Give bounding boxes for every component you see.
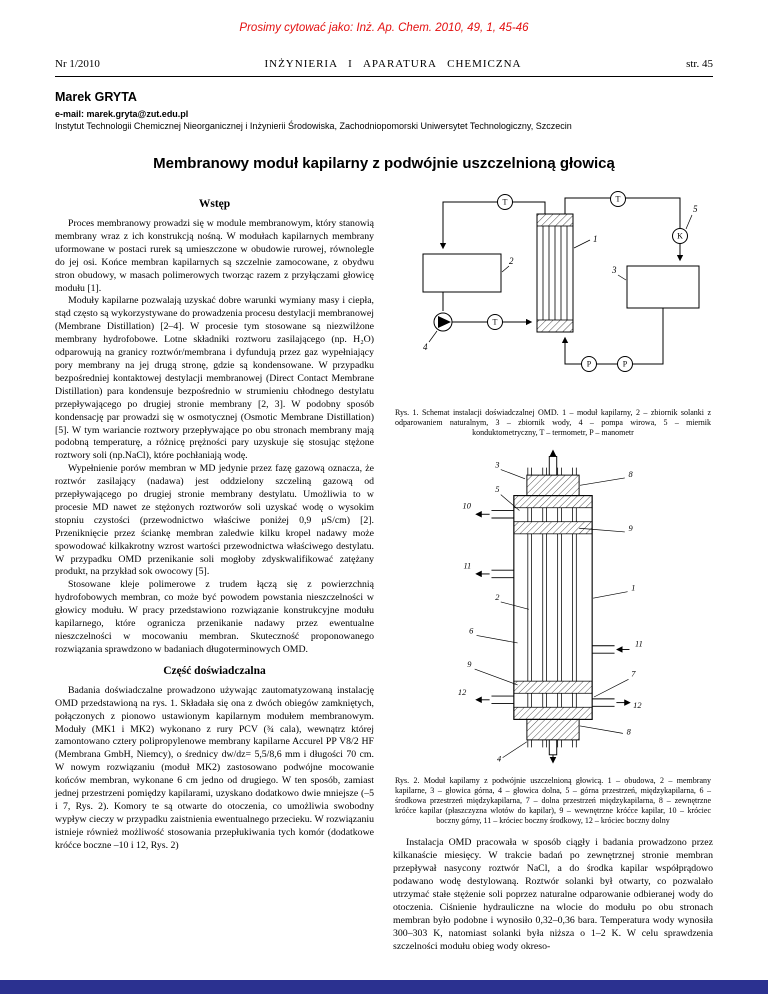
section-heading-intro: Wstęp [198, 198, 231, 210]
thermometer-symbol [488, 315, 503, 330]
figure-2-caption: Rys. 2. Moduł kapilarny z podwójnie uszczelnioną głowicą. 1 – obudowa, 2 – membrany kapilarne, 3 – głowica górna, 4 – głowica dolna, 5 – górna przestrzeń, międzykapilarna, 6 – środkowa przestrzeń międzykapilarna, 7 – dolna przestrzeń międzykapilarna, 8 – zewnętrzne króćce kapilar (płaszczyzna wlotów do kapilar), 9 – wewnętrzne króćce kapilar, 10 – króciec boczny górny, 11 – króciec boczny środkowy, 12 – króciec boczny dolny [395, 776, 711, 825]
svg-text:T: T [492, 317, 498, 327]
citation-note: Prosimy cytować jako: Inż. Ap. Chem. 2010, 49, 1, 45-46 [239, 22, 529, 34]
fig2-label-4: 4 [497, 754, 502, 764]
fig1-label-1: 1 [593, 234, 598, 244]
fig2-label-9: 9 [628, 524, 633, 534]
fig2-label-11: 11 [463, 561, 472, 571]
fig2-label-10: 10 [462, 502, 471, 512]
journal-name: INŻYNIERIA I APARATURA CHEMICZNA [264, 58, 522, 70]
thermometer-symbol [498, 195, 513, 210]
fig2-label-6: 6 [469, 626, 474, 636]
svg-text:K: K [677, 231, 683, 241]
fig2-label-3: 3 [495, 461, 500, 471]
fig2-label-5: 5 [495, 485, 500, 495]
fig1-label-3: 3 [612, 265, 617, 275]
experimental-paragraph-1: Badania doświadczalne prowadzono używając zautomatyzowaną instalację OMD przedstawioną na rys. 1. Składała się ona z dwóch obiegów zamkniętych, połączonych z pionowo ustawionym kapilarnym modułem membranowym. Moduły (MK1 i MK2) wykonano z rury PCV (¾ cala), wewnątrz której zamontowano cztery polipropylenowe membrany kapilarne Accurel PP V8/2 HF (Membrana GmbH, Niemcy), o średnicy dw/dz= 5,5/8,6 mm i długości 70 cm. W nowym rozwiązaniu (moduł MK2) zastosowano podwójne mocowanie końców membran, wykonane 6 cm jedno od drugiego. W ten sposób, zamiast jednej przestrzeni pomiędzy kapilarami, uzyskano dodatkowo dwie mniejsze (–5 i 7, Rys. 2). Komory te są otwarte do otoczenia, co umożliwia swobodny wypływ cieczy w przypadku zaistnienia ewentualnego przecieku. W rozwiązaniu istnieje również możliwość stosowania przepłukiwania tych komór (dodatkowe króćce boczne –10 i 12, Rys. 2) [55, 684, 374, 851]
fig1-label-5: 5 [693, 204, 698, 214]
intro-paragraph-4: Stosowane kleje polimerowe z trudem łączą się z powierzchnią hydrofobowych membran, co może być powodem powstania nieszczelności w głowicy modułu. W pracy przedstawiono rozwiązanie konstrukcyjne modułu kapilarnego, które ogranicza przenikanie nadawy przez ewentualne nieszczelności w mocowaniu membran. Skuteczność proponowanego rozwiązania sprawdzono w badaniach długoterminowych OMD. [55, 579, 374, 655]
author-email: e-mail: marek.gryta@zut.edu.pl [55, 109, 189, 119]
two-column-body [55, 190, 713, 954]
water-tank [627, 266, 699, 308]
fig2-label-12: 12 [457, 688, 467, 698]
page-number: str. 45 [686, 58, 713, 70]
svg-text:P: P [622, 359, 628, 369]
fig2-label-9b: 9 [467, 660, 472, 670]
intro-paragraph-2: Moduły kapilarne pozwalają uzyskać dobre warunki wymiany masy i ciepła, stąd często są wykorzystywane do prowadzenia procesu destylacji membranowej (Membrane Distillation) [2–4]. W procesie tym stosowane są niezwilżone membrany hydrofobowe. Lotne składniki roztworu zasilającego (np. H₂O) odparowują na granicy roztwór/membrana i dyfundują przez gaz wypełniający pory membrany na jej drugą stronę, gdzie są kondensowane. W przypadku bezpośredniej kontaktowej destylacji membranowej (Direct Contact Membrane Distillation) para kondensuje bezpośrednio w strumieniu chłodnego destylatu przepływającego po drugiej stronie membrany [2, 3]. W podobny sposób kondensację par prowadzi się w osmotycznej (Osmotic Membrane Distillation) [5]. W tym wariancie roztwory przepływające po obu stronach membrany mają podobną temperaturę, a różnicę prężności pary uzyskuje się stosując stężone roztwory soli (np.NaCl), które pochłaniają wodę. [55, 295, 374, 462]
intro-paragraph-1: Proces membranowy prowadzi się w module membranowym, który stanowią membrany wraz z ich konstrukcją nośną. W modułach kapilarnych membrany uformowane w postaci rurek są umieszczone w obudowie rurowej, równolegle do jej osi. Końce membran kapilarnych są szczelnie zamocowane, z obydwu stron obudowy, w masach polimerowych tworząc razem z przyłączami głowicę modułu [1]. [55, 218, 374, 294]
manometer-symbol [582, 357, 597, 372]
sealing-bands [514, 496, 592, 720]
fig1-label-2: 2 [509, 256, 514, 266]
side-ports [477, 511, 630, 707]
figure-2-module-drawing [413, 449, 693, 766]
fig2-label-7: 7 [631, 669, 636, 679]
capillary-membranes [528, 468, 576, 748]
left-column [55, 190, 374, 954]
thermometer-symbol [611, 192, 626, 207]
conductometer-symbol [673, 229, 688, 244]
issue-number: Nr 1/2010 [55, 58, 100, 70]
right-column [393, 190, 713, 954]
manometer-symbol [618, 357, 633, 372]
figure-1-caption: Rys. 1. Schemat instalacji doświadczalnej OMD. 1 – moduł kapilarny, 2 – zbiornik solanki z odparowaniem naturalnym, 3 – zbiornik wody, 4 – pompa wirowa, 5 – miernik konduktometryczny, T – termometr, P – manometr [395, 408, 711, 437]
figure-1-schematic [393, 190, 713, 398]
capillary-module-symbol [537, 214, 573, 332]
fig2-label-8: 8 [628, 470, 633, 480]
svg-text:T: T [502, 197, 508, 207]
fig2-label-11b: 11 [635, 640, 643, 650]
fig2-label-1: 1 [631, 584, 636, 594]
brine-tank [423, 254, 501, 292]
svg-text:P: P [586, 359, 592, 369]
journal-header [55, 58, 713, 77]
figure-2 [393, 449, 713, 825]
pump-symbol [434, 313, 452, 331]
section-heading-experimental: Część doświadczalna [163, 664, 266, 677]
author-name: Marek GRYTA [55, 90, 137, 104]
svg-text:T: T [615, 194, 621, 204]
fig2-label-12b: 12 [633, 701, 642, 711]
fig2-label-2: 2 [495, 593, 500, 603]
upper-head [527, 475, 579, 496]
footer-bar [0, 980, 768, 994]
results-paragraph-1: Instalacja OMD pracowała w sposób ciągły i badania prowadzono przez kilkanaście miesięcy. W trakcie badań po zewnętrznej stronie membran przepływał nasycony roztwór NaCl, a do środka kapilar współprądowo podawano wodę destylowaną. Roztwór solanki był otwarty, co pozwalało utrzymać stałe stężenie soli poprzez naturalne odparowanie odbieranej wody do otoczenia. Ciśnienie hydrauliczne na wlocie do modułu po obu stronach membran było podobne i wynosiło 0,32–0,36 bara. Temperatura wody wynosiła 300–303 K, natomiast solanki była niższa o 1–2 K. W celu sprawdzenia szczelności modułu obieg wody okreso- [393, 837, 713, 952]
lower-head [527, 720, 579, 741]
article-title: Membranowy moduł kapilarny z podwójnie uszczelnioną głowicą [153, 155, 615, 172]
figure-1 [393, 190, 713, 437]
intro-paragraph-3: Wypełnienie porów membran w MD jedynie przez fazę gazową oznacza, że roztwór zasilający (nadawa) jest oddzielony szczeliną gazową od przepływającego po drugiej stronie membrany destylatu. Umożliwia to w procesie MD nawet ze stężonych roztworów soli uzyskać wodę o wysokim stopniu czystości (przewodnictwo właściwe poniżej 0,9 μS/cm) [2]. Przeniknięcie przez ściankę membran zaledwie kilku kropel nadawy może spowodować kilkakrotny wzrost wartości przewodnictwa właściwego destylatu. W przypadku OMD przenikanie soli mogłoby zdyskwalifikować zatężany produkt, na przykład sok owocowy [5]. [55, 463, 374, 578]
fig1-label-4: 4 [423, 342, 428, 352]
fig2-label-8b: 8 [626, 727, 631, 737]
author-affiliation: Instytut Technologii Chemicznej Nieorganicznej i Inżynierii Środowiska, Zachodniopomorski Uniwersytet Technologiczny, Szczecin [55, 121, 572, 131]
